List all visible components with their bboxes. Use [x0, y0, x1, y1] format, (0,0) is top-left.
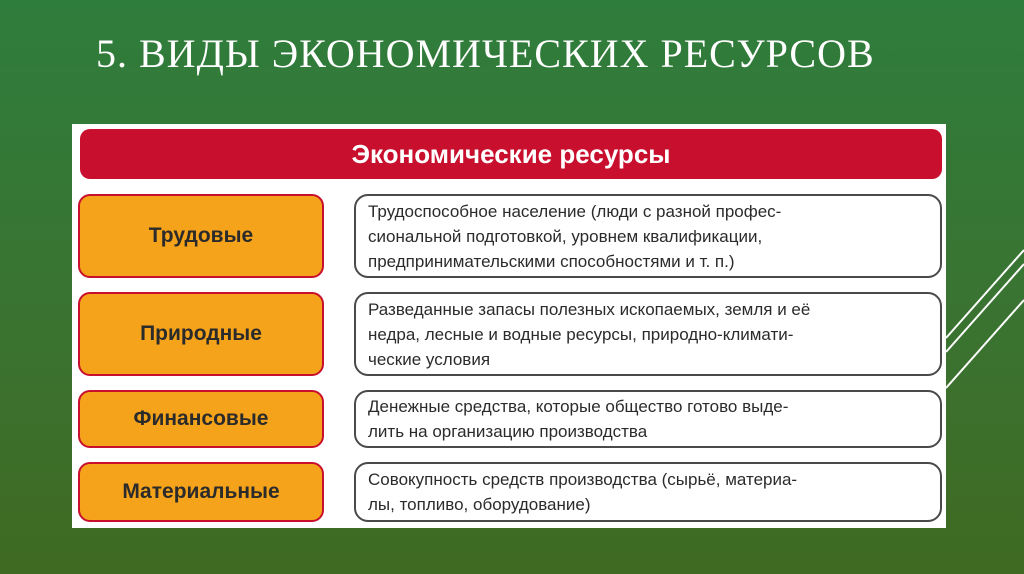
resource-type-label: Природные: [78, 292, 324, 376]
resource-description: [354, 292, 942, 376]
resource-description: [354, 390, 942, 448]
resource-description-text: Денежные средства, которые общество готово выде- лить на организацию производства: [368, 397, 789, 441]
table-header: Экономические ресурсы: [80, 129, 942, 179]
resource-description-text: Разведанные запасы полезных ископаемых, земля и её недра, лесные и водные ресурсы, природно-климати- ческие условия: [368, 299, 811, 369]
slide-title: 5. ВИДЫ ЭКОНОМИЧЕСКИХ РЕСУРСОВ: [96, 31, 875, 76]
resource-type-label: Материальные: [78, 462, 324, 522]
resource-description: [354, 462, 942, 522]
resource-description: [354, 194, 942, 278]
resource-description-text: Трудоспособное население (люди с разной профес- сиональной подготовкой, уровнем квалификации, предпринимательскими способностями и т. п.): [368, 201, 782, 271]
resources-table: [72, 124, 946, 528]
resource-description-text: Совокупность средств производства (сырьё, материа- лы, топливо, оборудование): [368, 470, 798, 514]
resource-type-label: Трудовые: [78, 194, 324, 278]
resource-type-label: Финансовые: [78, 390, 324, 448]
